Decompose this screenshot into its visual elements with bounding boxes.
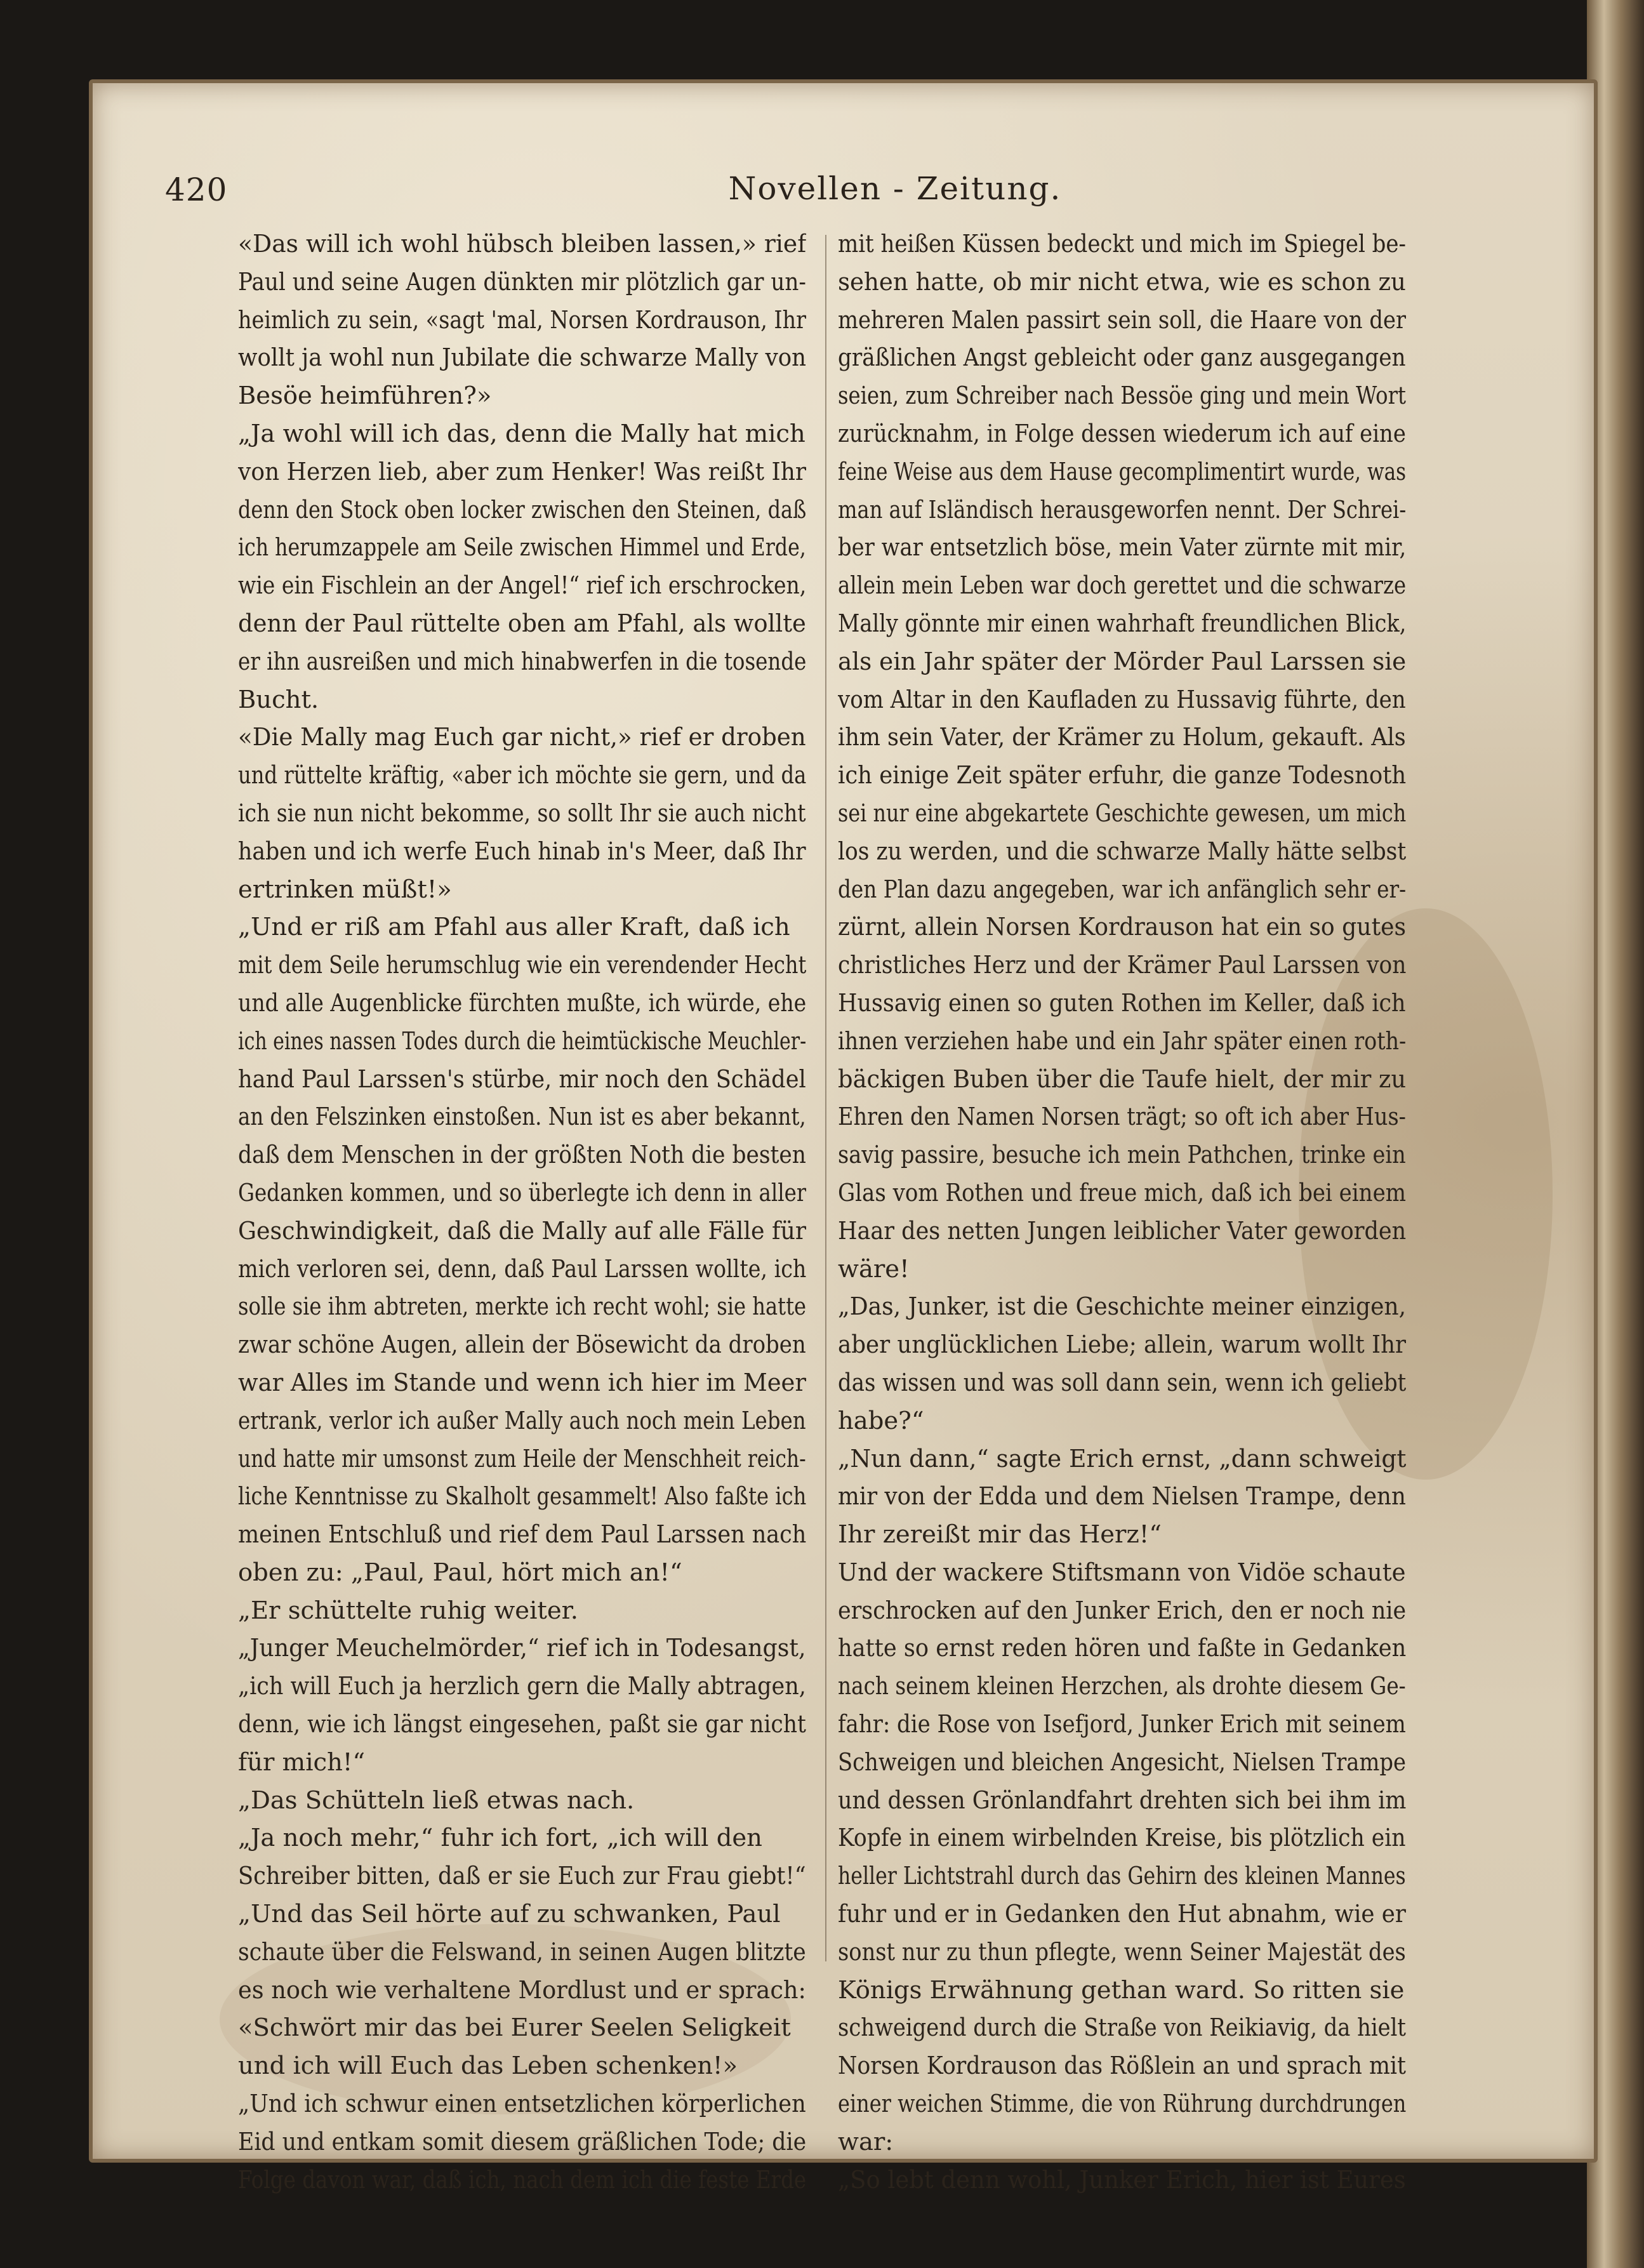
text-line: war Alles im Stande und wenn ich hier im Meer xyxy=(238,1368,806,1397)
text-line: Haar des netten Jungen leiblicher Vater geworden xyxy=(838,1216,1406,1245)
page-number: 420 xyxy=(165,171,228,208)
text-line: es noch wie verhaltene Mordlust und er sprach: xyxy=(238,1975,806,2005)
text-line: ihnen verziehen habe und ein Jahr später einen roth- xyxy=(838,1026,1406,1056)
text-line: wollt ja wohl nun Jubilate die schwarze Mally von xyxy=(238,343,806,373)
text-line: als ein Jahr später der Mörder Paul Larssen sie xyxy=(838,647,1406,676)
text-line: los zu werden, und die schwarze Mally hätte selbst xyxy=(838,837,1406,866)
text-line: an den Felszinken einstoßen. Nun ist es aber bekannt, xyxy=(238,1103,806,1132)
text-line: denn der Paul rüttelte oben am Pfahl, als wollte xyxy=(238,609,806,638)
text-line: ich sie nun nicht bekomme, so sollt Ihr sie auch nicht xyxy=(238,799,806,828)
text-line: zwar schöne Augen, allein der Bösewicht da droben xyxy=(238,1330,806,1360)
text-line: meinen Entschluß und rief dem Paul Larssen nach xyxy=(238,1520,806,1549)
text-line: nach seinem kleinen Herzchen, als drohte diesem Ge- xyxy=(838,1672,1406,1701)
text-line: bäckigen Buben über die Taufe hielt, der mir zu xyxy=(838,1064,1406,1094)
text-line: schweigend durch die Straße von Reikiavig, da hielt xyxy=(838,2013,1406,2043)
text-line: und dessen Grönlandfahrt drehten sich bei ihm im xyxy=(838,1786,1406,1815)
text-line: Bucht. xyxy=(238,685,319,714)
text-line: „So lebt denn wohl, Junker Erich, hier ist Eures xyxy=(838,2165,1406,2194)
column-rule xyxy=(825,235,826,1961)
text-line: Folge davon war, daß ich, nach dem ich die feste Erde xyxy=(238,2165,806,2194)
text-line: heller Lichtstrahl durch das Gehirn des kleinen Mannes xyxy=(838,1862,1406,1891)
text-line: schaute über die Felswand, in seinen Augen blitzte xyxy=(238,1937,806,1966)
text-line: „ich will Euch ja herzlich gern die Mally abtragen, xyxy=(238,1672,806,1701)
text-line: Ehren den Namen Norsen trägt; so oft ich aber Hus- xyxy=(838,1103,1406,1132)
text-line: sei nur eine abgekartete Geschichte gewesen, um mich xyxy=(838,799,1406,828)
text-line: und hatte mir umsonst zum Heile der Menschheit reich- xyxy=(238,1444,806,1473)
running-title: Novellen - Zeitung. xyxy=(728,170,1062,207)
text-line: „Und er riß am Pfahl aus aller Kraft, daß ich xyxy=(238,913,790,942)
left-column xyxy=(238,225,806,2199)
text-line: „Nun dann,“ sagte Erich ernst, „dann schweigt xyxy=(838,1444,1406,1473)
text-line: und rüttelte kräftig, «aber ich möchte sie gern, und da xyxy=(238,761,806,790)
text-line: und ich will Euch das Leben schenken!» xyxy=(238,2052,738,2081)
text-line: Paul und seine Augen dünkten mir plötzlich gar un- xyxy=(238,267,806,296)
text-line: mehreren Malen passirt sein soll, die Haare von der xyxy=(838,305,1406,335)
text-line: «Die Mally mag Euch gar nicht,» rief er droben xyxy=(238,723,806,752)
text-line: mit heißen Küssen bedeckt und mich im Spiegel be- xyxy=(838,230,1406,258)
text-line: mit dem Seile herumschlug wie ein verendender Hecht xyxy=(238,951,806,980)
text-line: Und der wackere Stiftsmann von Vidöe schaute xyxy=(838,1558,1406,1587)
text-line: vom Altar in den Kaufladen zu Hussavig führte, den xyxy=(838,685,1406,714)
text-line: mir von der Edda und dem Nielsen Trampe, denn xyxy=(838,1482,1406,1511)
text-line: von Herzen lieb, aber zum Henker! Was reißt Ihr xyxy=(238,457,806,486)
text-line: Eid und entkam somit diesem gräßlichen Tode; die xyxy=(238,2127,806,2156)
text-line: gräßlichen Angst gebleicht oder ganz ausgegangen xyxy=(838,343,1406,373)
text-line: man auf Isländisch herausgeworfen nennt. Der Schrei- xyxy=(838,495,1406,524)
text-line: „Und ich schwur einen entsetzlichen körperlichen xyxy=(238,2090,806,2119)
text-line: haben und ich werfe Euch hinab in's Meer, daß Ihr xyxy=(238,837,806,866)
text-line: „Ja wohl will ich das, denn die Mally hat mich xyxy=(238,419,805,448)
text-line: erschrocken auf den Junker Erich, den er noch nie xyxy=(838,1596,1406,1625)
text-line: daß dem Menschen in der größten Noth die besten xyxy=(238,1141,806,1170)
text-line: «Das will ich wohl hübsch bleiben lassen,» rief xyxy=(238,230,806,258)
text-line: ber war entsetzlich böse, mein Vater zürnte mit mir, xyxy=(838,533,1406,562)
text-line: Ihr zereißt mir das Herz!“ xyxy=(838,1520,1162,1549)
text-line: denn, wie ich längst eingesehen, paßt sie gar nicht xyxy=(238,1710,806,1739)
text-line: und alle Augenblicke fürchten mußte, ich würde, ehe xyxy=(238,988,806,1018)
right-column xyxy=(838,225,1406,2199)
text-line: allein mein Leben war doch gerettet und die schwarze xyxy=(838,571,1406,600)
text-line: christliches Herz und der Krämer Paul Larssen von xyxy=(838,951,1406,980)
text-line: zurücknahm, in Folge dessen wiederum ich auf eine xyxy=(838,419,1406,448)
text-line: ertrinken müßt!» xyxy=(238,875,452,904)
text-line: hatte so ernst reden hören und faßte in Gedanken xyxy=(838,1634,1406,1663)
text-line: wie ein Fischlein an der Angel!“ rief ich erschrocken, xyxy=(238,571,806,600)
text-line: „Das Schütteln ließ etwas nach. xyxy=(238,1786,635,1815)
text-line: den Plan dazu angegeben, war ich anfänglich sehr er- xyxy=(838,875,1406,904)
text-line: mich verloren sei, denn, daß Paul Larssen wollte, ich xyxy=(238,1254,806,1283)
text-line: ich einige Zeit später erfuhr, die ganze Todesnoth xyxy=(838,761,1406,790)
text-line: „Das, Junker, ist die Geschichte meiner einzigen, xyxy=(838,1292,1406,1322)
text-line: zürnt, allein Norsen Kordrauson hat ein so gutes xyxy=(838,913,1406,942)
text-line: Kopfe in einem wirbelnden Kreise, bis plötzlich ein xyxy=(838,1824,1406,1853)
text-line: „Er schüttelte ruhig weiter. xyxy=(238,1596,579,1625)
text-line: Besöe heimführen?» xyxy=(238,381,492,411)
text-line: savig passire, besuche ich mein Pathchen, trinke ein xyxy=(838,1141,1406,1170)
text-line: heimlich zu sein, «sagt 'mal, Norsen Kordrauson, Ihr xyxy=(238,305,806,335)
text-line: das wissen und was soll dann sein, wenn ich geliebt xyxy=(838,1368,1406,1397)
text-line: war: xyxy=(838,2127,894,2156)
text-line: feine Weise aus dem Hause gecomplimentirt wurde, was xyxy=(838,457,1406,486)
text-line: denn den Stock oben locker zwischen den Steinen, daß xyxy=(238,495,806,524)
text-line: „Ja noch mehr,“ fuhr ich fort, „ich will den xyxy=(238,1824,762,1853)
text-line: «Schwört mir das bei Eurer Seelen Seligkeit xyxy=(238,2013,791,2043)
text-line: Schreiber bitten, daß er sie Euch zur Frau giebt!“ xyxy=(238,1862,806,1891)
text-line: aber unglücklichen Liebe; allein, warum wollt Ihr xyxy=(838,1330,1406,1360)
text-line: Geschwindigkeit, daß die Mally auf alle Fälle für xyxy=(238,1216,806,1245)
text-line: seien, zum Schreiber nach Bessöe ging und mein Wort xyxy=(838,381,1406,411)
text-line: sehen hatte, ob mir nicht etwa, wie es schon zu xyxy=(838,267,1406,296)
text-line: solle sie ihm abtreten, merkte ich recht wohl; sie hatte xyxy=(238,1292,806,1322)
text-line: „Und das Seil hörte auf zu schwanken, Paul xyxy=(238,1900,781,1929)
text-line: ertrank, verlor ich außer Mally auch noch mein Leben xyxy=(238,1406,806,1435)
text-line: Hussavig einen so guten Rothen im Keller, daß ich xyxy=(838,988,1406,1018)
text-line: wäre! xyxy=(838,1254,910,1283)
text-line: fuhr und er in Gedanken den Hut abnahm, wie er xyxy=(838,1900,1406,1929)
text-line: er ihn ausreißen und mich hinabwerfen in die tosende xyxy=(238,647,806,676)
text-line: oben zu: „Paul, Paul, hört mich an!“ xyxy=(238,1558,682,1587)
text-line: hand Paul Larssen's stürbe, mir noch den Schädel xyxy=(238,1064,806,1094)
text-line: Norsen Kordrauson das Rößlein an und sprach mit xyxy=(838,2052,1406,2081)
text-line: „Junger Meuchelmörder,“ rief ich in Todesangst, xyxy=(238,1634,806,1663)
text-line: sonst nur zu thun pflegte, wenn Seiner Majestät des xyxy=(838,1937,1406,1966)
text-line: Mally gönnte mir einen wahrhaft freundlichen Blick, xyxy=(838,609,1406,638)
text-line: Glas vom Rothen und freue mich, daß ich bei einem xyxy=(838,1178,1406,1207)
text-line: ich eines nassen Todes durch die heimtückische Meuchler- xyxy=(238,1026,806,1056)
text-line: fahr: die Rose von Isefjord, Junker Erich mit seinem xyxy=(838,1710,1406,1739)
text-line: habe?“ xyxy=(838,1406,924,1435)
text-line: Königs Erwähnung gethan ward. So ritten sie xyxy=(838,1975,1405,2005)
text-line: Gedanken kommen, und so überlegte ich denn in aller xyxy=(238,1178,806,1207)
text-line: ich herumzappele am Seile zwischen Himmel und Erde, xyxy=(238,533,806,562)
text-line: Schweigen und bleichen Angesicht, Nielsen Trampe xyxy=(838,1747,1406,1777)
text-line: für mich!“ xyxy=(238,1747,366,1777)
text-line: ihm sein Vater, der Krämer zu Holum, gekauft. Als xyxy=(838,723,1406,752)
text-line: einer weichen Stimme, die von Rührung durchdrungen xyxy=(838,2090,1406,2119)
text-line: liche Kenntnisse zu Skalholt gesammelt! Also faßte ich xyxy=(238,1482,806,1511)
